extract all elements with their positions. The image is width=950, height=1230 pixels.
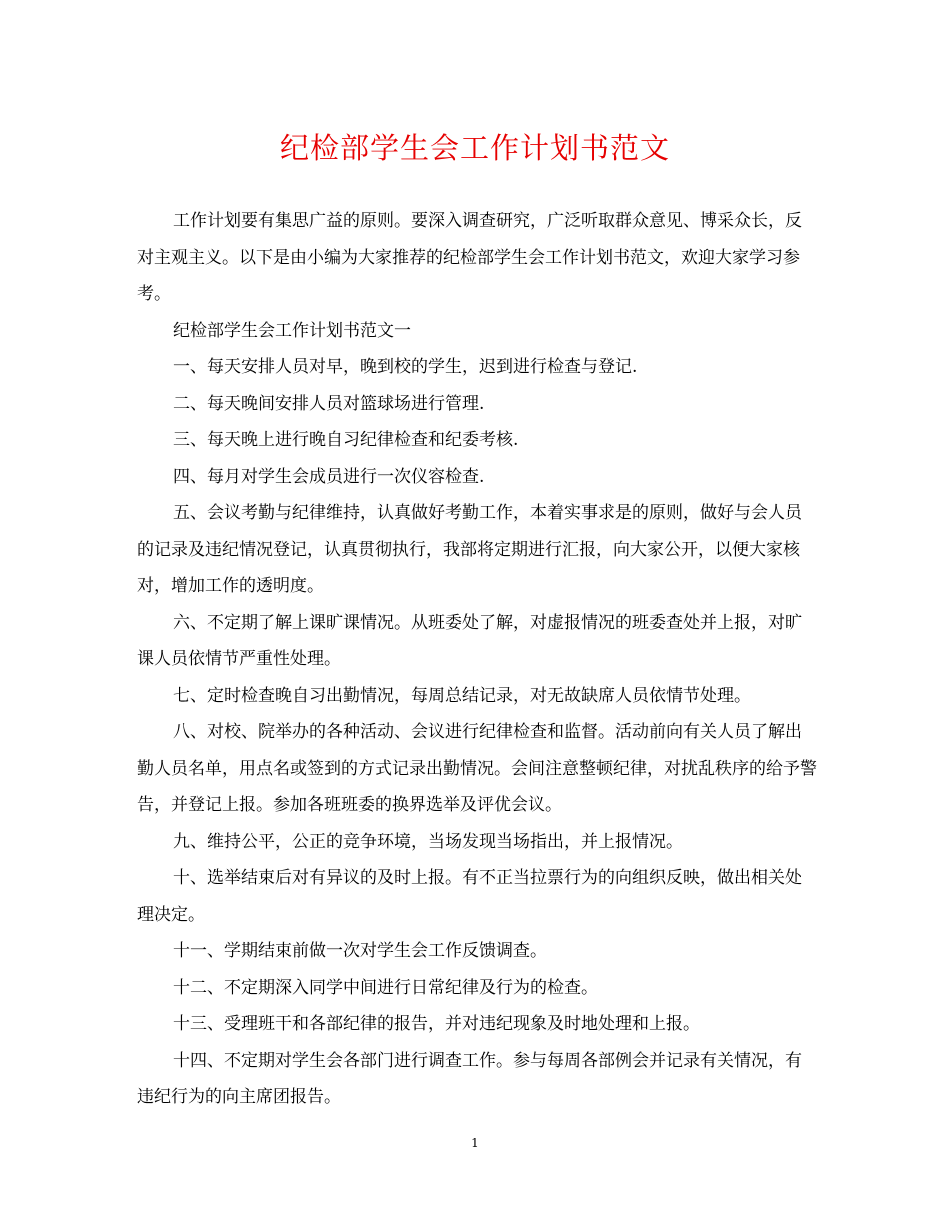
list-item: 三、每天晚上进行晚自习纪律检查和纪委考核.	[173, 430, 519, 450]
page-number: 1	[471, 1136, 479, 1150]
list-item: 五、会议考勤与纪律维持，认真做好考勤工作，本着实事求是的原则，做好与会人员的记录及违纪情况登记，认真贯彻执行，我部将定期进行汇报，向大家公开，以便大家核对，增加工作的透明度。	[137, 503, 802, 596]
list-item: 十三、受理班干和各部纪律的报告，并对违纪现象及时地处理和上报。	[173, 1014, 700, 1034]
list-item: 十一、学期结束前做一次对学生会工作反馈调查。	[173, 941, 547, 961]
list-item: 九、维持公平，公正的竞争环境，当场发现当场指出，并上报情况。	[173, 831, 683, 852]
document-body	[137, 203, 817, 1116]
list-item: 十二、不定期深入同学中间进行日常纪律及行为的检查。	[173, 977, 598, 998]
document-title: 纪检部学生会工作计划书范文	[279, 131, 670, 165]
list-item: 二、每天晚间安排人员对篮球场进行管理.	[173, 393, 485, 414]
section-heading: 纪检部学生会工作计划书范文一	[173, 320, 411, 341]
list-item: 十、选举结束后对有异议的及时上报。有不正当拉票行为的向组织反映，做出相关处理决定。	[137, 868, 802, 925]
list-item: 一、每天安排人员对早，晚到校的学生，迟到进行检查与登记.	[173, 357, 638, 377]
list-item: 四、每月对学生会成员进行一次仪容检查.	[173, 466, 485, 487]
intro-paragraph: 工作计划要有集思广益的原则。要深入调查研究，广泛听取群众意见、博采众长，反对主观主义。以下是由小编为大家推荐的纪检部学生会工作计划书范文，欢迎大家学习参考。	[137, 211, 802, 304]
list-item: 六、不定期了解上课旷课情况。从班委处了解，对虚报情况的班委查处并上报，对旷课人员依情节严重性处理。	[137, 612, 802, 669]
list-item: 八、对校、院举办的各种活动、会议进行纪律检查和监督。活动前向有关人员了解出勤人员名单，用点名或签到的方式记录出勤情况。会间注意整顿纪律，对扰乱秩序的给予警告，并登记上报。参加各班班委的换界选举及评优会议。	[137, 722, 817, 815]
list-item: 七、定时检查晚自习出勤情况，每周总结记录，对无故缺席人员依情节处理。	[173, 685, 751, 706]
list-item: 十四、不定期对学生会各部门进行调查工作。参与每周各部例会并记录有关情况，有违纪行为的向主席团报告。	[137, 1050, 802, 1107]
